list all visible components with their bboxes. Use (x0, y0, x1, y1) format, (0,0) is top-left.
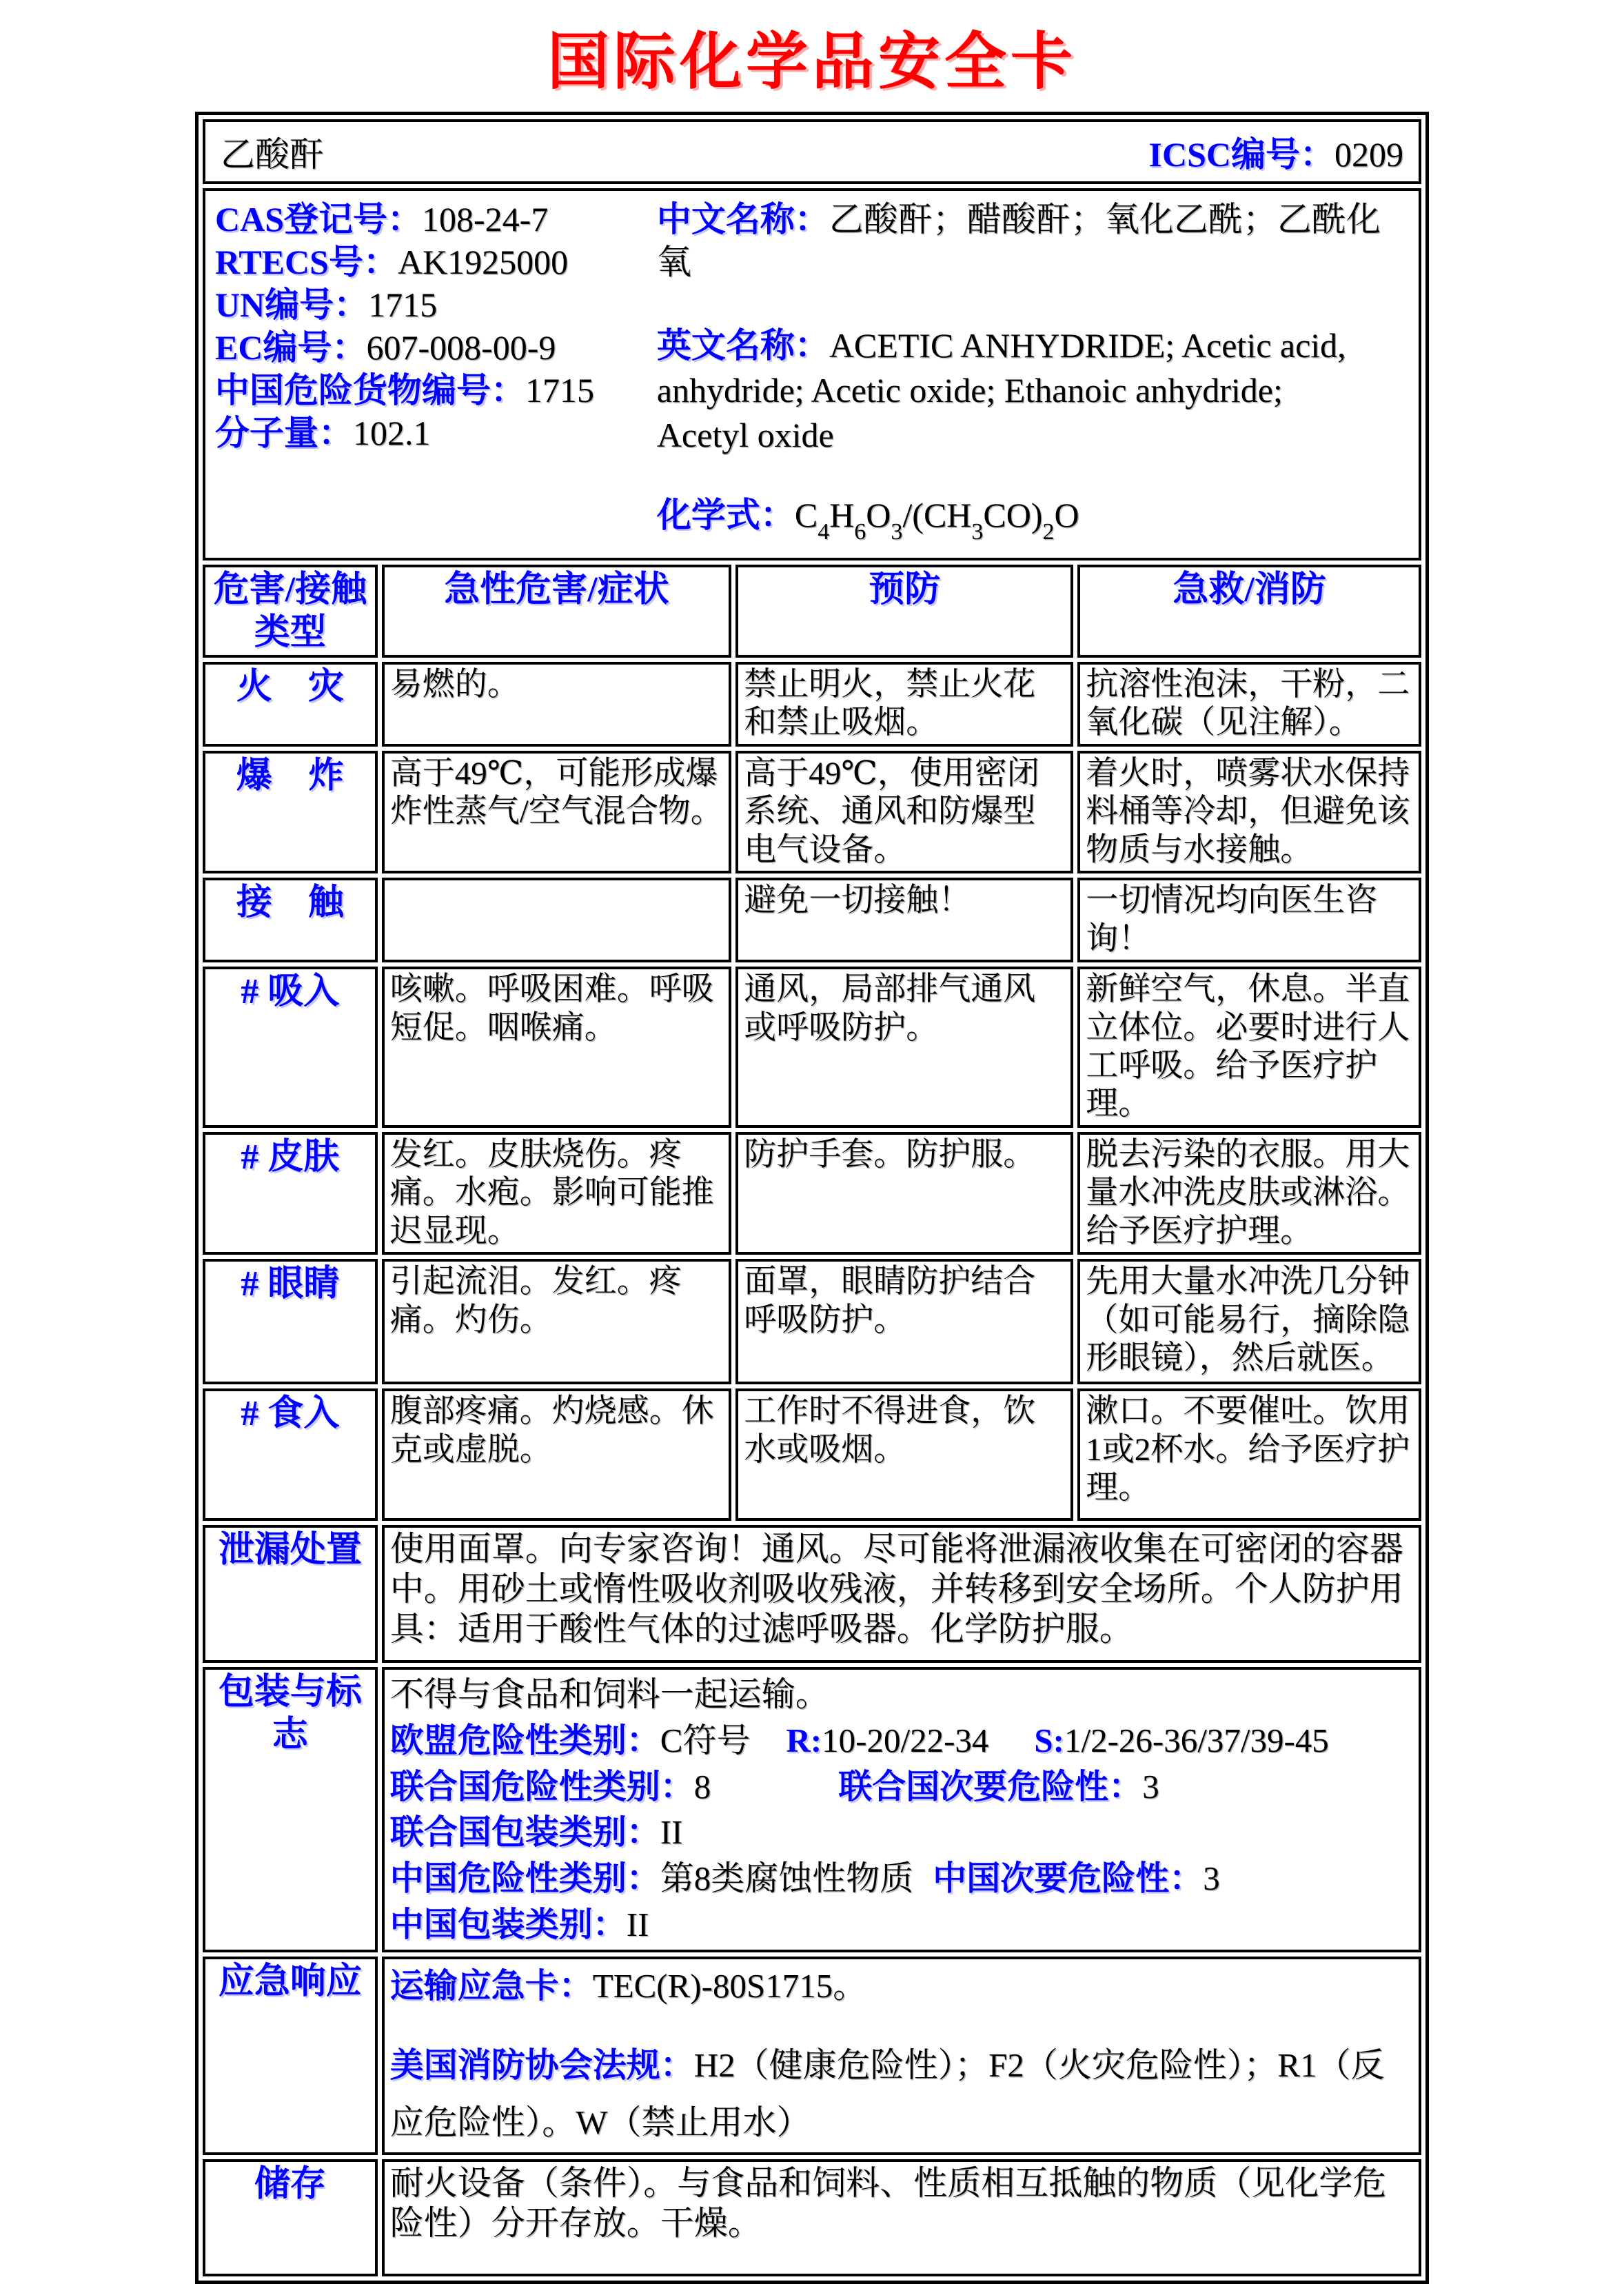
packaging-content (382, 1667, 1421, 1952)
r-phrases-value: 10-20/22-34 (822, 1721, 989, 1759)
identifier-molweight (215, 412, 657, 454)
cn-subrisk-value: 3 (1203, 1859, 1220, 1897)
emergency-response-row (203, 1957, 1421, 2155)
identifier-value: 102.1 (353, 414, 431, 452)
cell-contact-prevention: 避免一切接触！ (735, 878, 1073, 962)
storage-row (203, 2159, 1421, 2276)
safety-card (195, 112, 1429, 2284)
identifier-label: 分子量： (215, 414, 353, 452)
un-class-value: 8 (693, 1767, 711, 1806)
page-title: 国际化学品安全卡 (547, 28, 1077, 97)
eu-class-label: 欧盟危险性类别： (389, 1721, 660, 1759)
hazard-row-fire (203, 662, 1421, 747)
un-pack-value: II (660, 1813, 683, 1852)
cell-fire-symptoms: 易燃的。 (382, 662, 732, 747)
hazard-row-eyes (203, 1259, 1421, 1384)
english-name-value-3: Acetyl oxide (656, 416, 834, 454)
un-subrisk-value: 3 (1142, 1767, 1159, 1806)
cn-pack-value: II (626, 1905, 649, 1943)
english-name-value-2: anhydride; Acetic oxide; Ethanoic anhydride; (656, 371, 1283, 410)
identifier-value: 1715 (525, 371, 594, 410)
r-phrases-label: R: (786, 1721, 822, 1759)
un-class-label: 联合国危险性类别： (389, 1767, 694, 1806)
cn-pack-label: 中国包装类别： (389, 1905, 627, 1943)
english-name-value-1: ACETIC ANHYDRIDE; Acetic acid, (829, 326, 1346, 365)
packaging-cn-class-line (390, 1857, 1413, 1901)
identifier-label: UN编号： (215, 285, 369, 324)
identifier-label: 中国危险货物编号： (215, 371, 525, 410)
english-name-line (657, 323, 1409, 458)
spill-disposal-row (203, 1525, 1421, 1663)
un-subrisk-label: 联合国次要危险性： (838, 1767, 1143, 1806)
emergency-section-label: 应急响应 (203, 1957, 378, 2155)
cell-explosion-symptoms: 高于49℃，可能形成爆炸性蒸气/空气混合物。 (382, 751, 732, 873)
nfpa-label: 美国消防协会法规： (389, 2045, 694, 2084)
packaging-un-pack-line (390, 1810, 1413, 1855)
row-label-ingestion: # 食入 (203, 1388, 378, 1521)
identifier-value: 1715 (368, 285, 438, 324)
cell-eyes-firstaid: 先用大量水冲洗几分钟（如可能易行，摘除隐形眼镜），然后就医。 (1077, 1259, 1421, 1384)
cell-eyes-symptoms: 引起流泪。发红。疼痛。灼伤。 (382, 1259, 732, 1384)
cn-class-value: 第8类腐蚀性物质 (660, 1859, 914, 1897)
identifier-cas (215, 198, 657, 241)
cell-ingestion-symptoms: 腹部疼痛。灼烧感。休克或虚脱。 (382, 1388, 732, 1521)
identifier-ec (215, 326, 657, 369)
cell-skin-symptoms: 发红。皮肤烧伤。疼痛。水疱。影响可能推迟显现。 (382, 1132, 732, 1255)
column-header-hazard-type: 危害/接触 类型 (203, 565, 378, 658)
packaging-un-class-line (390, 1765, 1413, 1810)
cell-ingestion-prevention: 工作时不得进食，饮水或吸烟。 (735, 1388, 1073, 1521)
cell-fire-firstaid: 抗溶性泡沫，干粉，二氧化碳（见注解）。 (1077, 662, 1421, 747)
identifier-rtecs (215, 241, 657, 283)
spill-section-label: 泄漏处置 (203, 1525, 378, 1663)
formula-line (657, 494, 1409, 547)
cell-eyes-prevention: 面罩，眼睛防护结合呼吸防护。 (735, 1259, 1073, 1384)
identifiers-box (203, 188, 1421, 560)
identifier-value: AK1925000 (397, 243, 569, 281)
column-header-prevention: 预防 (735, 565, 1073, 658)
row-label-inhalation: # 吸入 (203, 967, 378, 1128)
identifier-label: CAS登记号： (215, 200, 423, 239)
cell-skin-prevention: 防护手套。防护服。 (735, 1132, 1073, 1255)
icsc-number-label: ICSC编号： (1148, 135, 1334, 174)
row-label-explosion: 爆 炸 (203, 751, 378, 873)
hazard-row-ingestion (203, 1388, 1421, 1521)
chinese-name-label: 中文名称： (656, 200, 829, 239)
identifier-label: EC编号： (215, 328, 367, 367)
names-block (657, 198, 1409, 547)
row-label-fire: 火 灾 (203, 662, 378, 747)
cell-explosion-firstaid: 着火时，喷雾状水保持料桶等冷却，但避免该物质与水接触。 (1077, 751, 1421, 873)
icsc-number (1149, 127, 1403, 176)
cell-skin-firstaid: 脱去污染的衣服。用大量水冲洗皮肤或淋浴。给予医疗护理。 (1077, 1132, 1421, 1255)
cell-fire-prevention: 禁止明火，禁止火花和禁止吸烟。 (735, 662, 1073, 747)
packaging-eu-line (390, 1719, 1413, 1763)
tec-card-line (390, 1961, 1413, 2012)
eu-class-value: C符号 (660, 1721, 751, 1759)
tec-card-label: 运输应急卡： (389, 1967, 593, 2005)
column-header-symptoms: 急性危害/症状 (382, 565, 732, 658)
cell-ingestion-firstaid: 漱口。不要催吐。饮用1或2杯水。给予医疗护理。 (1077, 1388, 1421, 1521)
storage-text: 耐火设备（条件）。与食品和饲料、性质相互抵触的物质（见化学危险性）分开存放。干燥。 (382, 2159, 1421, 2276)
identifier-value: 108-24-7 (422, 200, 549, 239)
hazard-row-explosion (203, 751, 1421, 873)
packaging-transport-note: 不得与食品和饲料一起运输。 (389, 1675, 829, 1714)
row-label-contact: 接 触 (203, 878, 378, 962)
packaging-labelling-row (203, 1667, 1421, 1952)
spill-text: 使用面罩。向专家咨询！通风。尽可能将泄漏液收集在可密闭的容器中。用砂土或惰性吸收剂吸收残液，并转移到安全场所。个人防护用具：适用于酸性气体的过滤呼吸器。化学防护服。 (382, 1525, 1421, 1663)
substance-name: 乙酸酐 (221, 135, 324, 174)
hazard-row-inhalation (203, 967, 1421, 1128)
row-label-skin: # 皮肤 (203, 1132, 378, 1255)
cell-inhalation-symptoms: 咳嗽。呼吸困难。呼吸短促。咽喉痛。 (382, 967, 732, 1128)
packaging-section-label: 包装与标志 (203, 1667, 378, 1952)
nfpa-value: H2（健康危险性）；F2（火灾危险性）；R1（反应危险性）。W（禁止用水） (389, 2045, 1385, 2142)
cn-class-label: 中国危险性类别： (389, 1859, 660, 1897)
cell-inhalation-firstaid: 新鲜空气，休息。半直立体位。必要时进行人工呼吸。给予医疗护理。 (1077, 967, 1421, 1128)
cell-inhalation-prevention: 通风，局部排气通风或呼吸防护。 (735, 967, 1073, 1128)
identifier-label: RTECS号： (215, 243, 398, 281)
substance-header-box (203, 119, 1421, 184)
packaging-cn-pack-line (390, 1903, 1413, 1948)
un-pack-label: 联合国包装类别： (389, 1813, 660, 1852)
identifiers-list (215, 198, 657, 547)
storage-section-label: 储存 (203, 2159, 378, 2276)
chinese-name-line (657, 198, 1409, 283)
hazard-table (199, 560, 1425, 2281)
hazard-row-contact (203, 878, 1421, 962)
column-header-firstaid: 急救/消防 (1077, 565, 1421, 658)
hazard-row-skin (203, 1132, 1421, 1255)
chemical-formula: $C_4H_6O_3/(CH_3CO)_2O$ (794, 496, 1079, 545)
icsc-number-value: 0209 (1334, 135, 1403, 174)
cell-contact-symptoms (382, 878, 732, 962)
cn-subrisk-label: 中国次要危险性： (933, 1859, 1204, 1897)
identifier-value: 607-008-00-9 (366, 328, 556, 367)
row-label-eyes: # 眼睛 (203, 1259, 378, 1384)
english-name-label: 英文名称： (656, 326, 829, 365)
identifier-china-dg (215, 369, 657, 412)
s-phrases-value: 1/2-26-36/37/39-45 (1064, 1721, 1329, 1759)
hazard-table-header-row (203, 565, 1421, 658)
tec-card-value: TEC(R)-80S1715。 (592, 1967, 867, 2005)
formula-label: 化学式： (656, 496, 795, 534)
cell-contact-firstaid: 一切情况均向医生咨询！ (1077, 878, 1421, 962)
nfpa-line (390, 2037, 1413, 2152)
identifier-un (215, 283, 657, 326)
s-phrases-label: S: (1034, 1721, 1064, 1759)
emergency-content (382, 1957, 1421, 2155)
chinese-name-value: 乙酸酐；醋酸酐；氧化乙酰；乙酰化氧 (656, 200, 1381, 281)
cell-explosion-prevention: 高于49℃，使用密闭系统、通风和防爆型电气设备。 (735, 751, 1073, 873)
